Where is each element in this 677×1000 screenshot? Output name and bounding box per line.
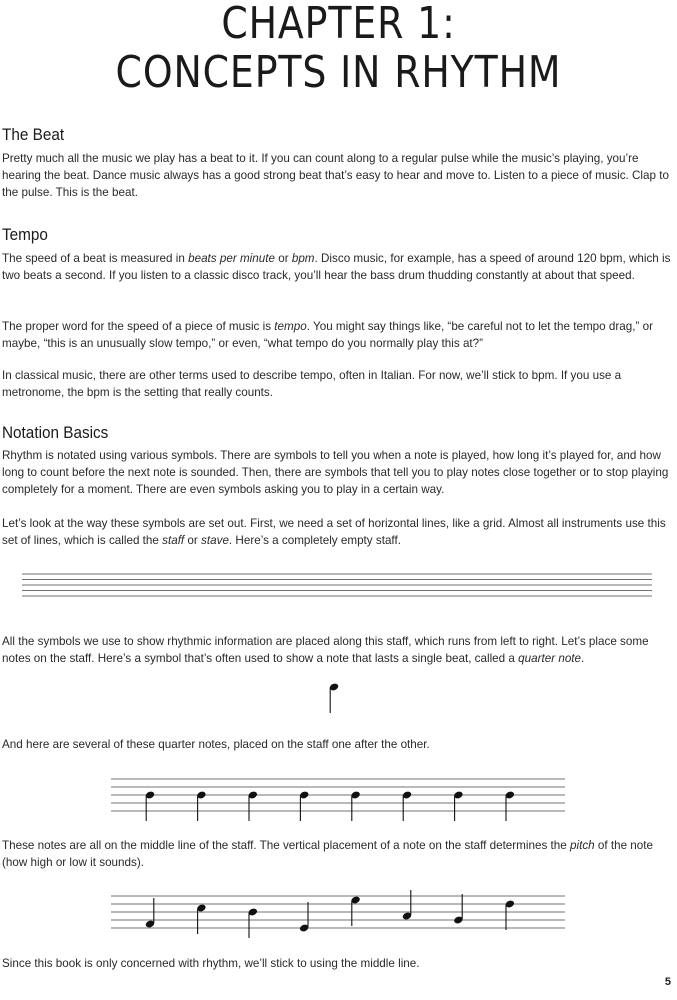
paragraph-tempo-1: The speed of a beat is measured in beats per minute or bpm. Disco music, for example, has a speed of around 120 bpm, which is two beats a second. If you listen to a classic disco track, you’ll hear the bass drum thudding constantly at about that speed.	[2, 251, 671, 282]
page-number: 5	[664, 976, 671, 988]
heading-the-beat: The Beat	[2, 125, 65, 144]
paragraph-beat: Pretty much all the music we play has a beat to it. If you can count along to a regular pulse while the music’s playing, you’re hearing the beat. Dance music always has a good strong beat that’s easy to hear and move to. Listen to a piece of music. Clap to the pulse. This is the beat.	[2, 151, 669, 199]
heading-tempo: Tempo	[2, 225, 48, 244]
staff-quarter-notes-same-pitch	[111, 779, 565, 821]
staff-quarter-notes-varied-pitch	[111, 890, 565, 938]
paragraph-notation-6: Since this book is only concerned with rhythm, we’ll stick to using the middle line.	[2, 956, 420, 970]
heading-notation-basics: Notation Basics	[2, 423, 109, 442]
paragraph-tempo-2: The proper word for the speed of a piece of music is tempo. You might say things like, “be careful not to let the tempo drag,” or maybe, “this is an unusually slow tempo,” or even, “what tempo do you normally play this at?”	[2, 319, 653, 350]
paragraph-tempo-3: In classical music, there are other terms used to describe tempo, often in Italian. For now, we’ll stick to bpm. If you use a metronome, the bpm is the setting that really counts.	[2, 368, 622, 399]
paragraph-notation-4: And here are several of these quarter notes, placed on the staff one after the other.	[2, 737, 430, 751]
paragraph-notation-3: All the symbols we use to show rhythmic information are placed along this staff, which runs from left to right. Let’s place some notes on the staff. Here’s a symbol that’s often used to show a note that lasts a single beat, called a quarter note.	[2, 634, 649, 665]
paragraph-notation-1: Rhythm is notated using various symbols. There are symbols to tell you when a note is played, how long it’s played for, and how long to count before the next note is sounded. Then, there are symbols that tell you to play notes close together or to stop playing completely for a moment. There are even symbols asking you to play in a certain way.	[2, 448, 669, 496]
empty-staff	[22, 574, 652, 596]
paragraph-notation-2: Let’s look at the way these symbols are set out. First, we need a set of horizontal lines, like a grid. Almost all instruments use this set of lines, which is called the staff or stave. Here’s a completely empty staff.	[2, 516, 666, 547]
paragraph-notation-5: These notes are all on the middle line of the staff. The vertical placement of a note on the staff determines the pitch of the note (how high or low it sounds).	[2, 838, 654, 869]
single-quarter-note	[329, 682, 340, 713]
chapter-title-line2: CONCEPTS IN RHYTHM	[115, 47, 562, 98]
chapter-title-line1: CHAPTER 1:	[221, 0, 456, 49]
